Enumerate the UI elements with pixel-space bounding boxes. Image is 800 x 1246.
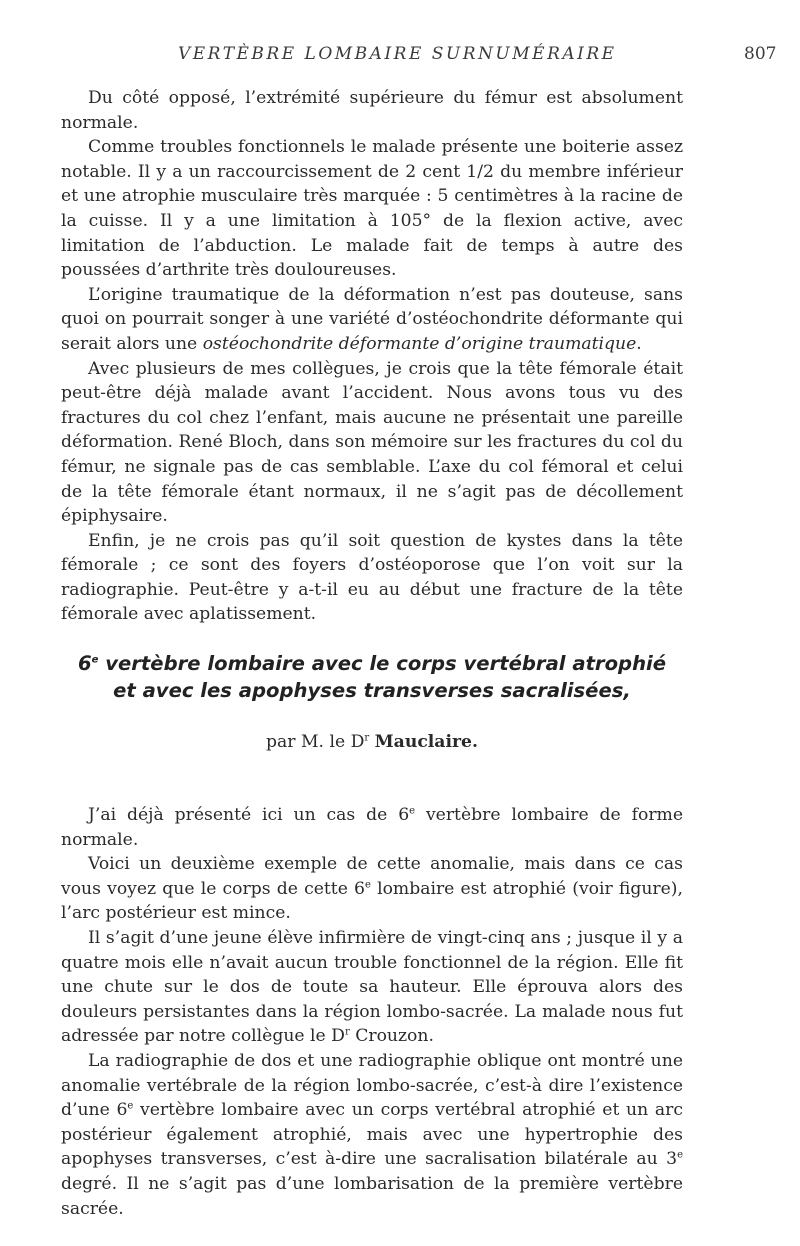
paragraph-text: L’origine traumatique de la déformation n’est pas douteuse, sans quoi on pourrait songer à une variété d’ostéochondrite déformante qui serait alors une	[61, 284, 683, 354]
paragraph: La radiographie de dos et une radiographie oblique ont montré une anomalie vertébrale de la région lombo-sacrée, c’est-à dire l’existence d’une 6e vertèbre lombaire avec un corps vertébral atrophié et un arc postérieur également atrophié, mais avec une hypertrophie des apophyses transverses, c’est à-dire une sacralisation bilatérale au 3e degré. Il ne s’agit pas d’une lombarisation de la première vertèbre sacrée.	[61, 1050, 683, 1219]
paragraph	[61, 283, 683, 357]
page-number: 807	[744, 44, 777, 64]
paragraph: Comme troubles fonctionnels le malade présente une boiterie assez notable. Il y a un raccourcissement de 2 cent 1/2 du membre inférieur et une atrophie musculaire très marquée : 5 centimètres à la racine de la cuisse. Il y a une limitation à 105° de la flexion active, avec limitation de l’abduction. Le malade fait de temps à autre des poussées d’arthrite très douloureuses.	[61, 137, 683, 281]
paragraph: Il s’agit d’une jeune élève infirmière de vingt-cinq ans ; jusque il y a quatre mois elle n’avait aucun trouble fonctionnel de la région. Elle fit une chute sur le dos de toute sa hauteur. Elle éprouva alors des douleurs persistantes dans la région lombo-sacrée. La malade nous fut adressée par notre collègue le $D^r$ Crouzon.	[61, 927, 683, 1047]
section-title-line-1: 6e vertèbre lombaire avec le corps vertébral atrophié	[77, 652, 667, 675]
section-title-line-2: et avec les apophyses transverses sacralisées,	[113, 679, 631, 702]
paragraph: Voici un deuxième exemple de cette anomalie, mais dans ce cas vous voyez que le corps de cette 6e lombaire est atrophié (voir figure), l’arc postérieur est mince.	[61, 854, 683, 924]
body-text-bottom	[61, 803, 683, 1221]
paragraph: J’ai déjà présenté ici un cas de 6e vertèbre lombaire de forme normale.	[61, 805, 684, 850]
byline: par M. le $D^r$ Mauclaire.	[266, 732, 478, 752]
author-name: Mauclaire.	[374, 732, 478, 752]
section-title	[61, 650, 683, 704]
paragraph-text: .	[636, 333, 642, 354]
italic-phrase: ostéochondrite déformante d’origine traumatique	[202, 333, 637, 354]
running-title: VERTÈBRE LOMBAIRE SURNUMÉRAIRE	[178, 44, 617, 64]
running-head	[0, 44, 800, 68]
body-text-top	[61, 86, 683, 627]
paragraph: Enfin, je ne crois pas qu’il soit question de kystes dans la tête fémorale ; ce sont des foyers d’ostéoporose que l’on voit sur la radiographie. Peut-être y a-t-il eu au début une fracture de la tête fémorale avec aplatissement.	[61, 530, 683, 625]
paragraph: Avec plusieurs de mes collègues, je crois que la tête fémorale était peut-être déjà malade avant l’accident. Nous avons tous vu des fractures du col chez l’enfant, mais aucune ne présentait une pareille déformation. René Bloch, dans son mémoire sur les fractures du col du fémur, ne signale pas de cas semblable. L’axe du col fémoral et celui de la tête fémorale étant normaux, il ne s’agit pas de décollement épiphysaire.	[61, 358, 683, 527]
paragraph: Du côté opposé, l’extrémité supérieure du fémur est absolument normale.	[61, 88, 683, 133]
